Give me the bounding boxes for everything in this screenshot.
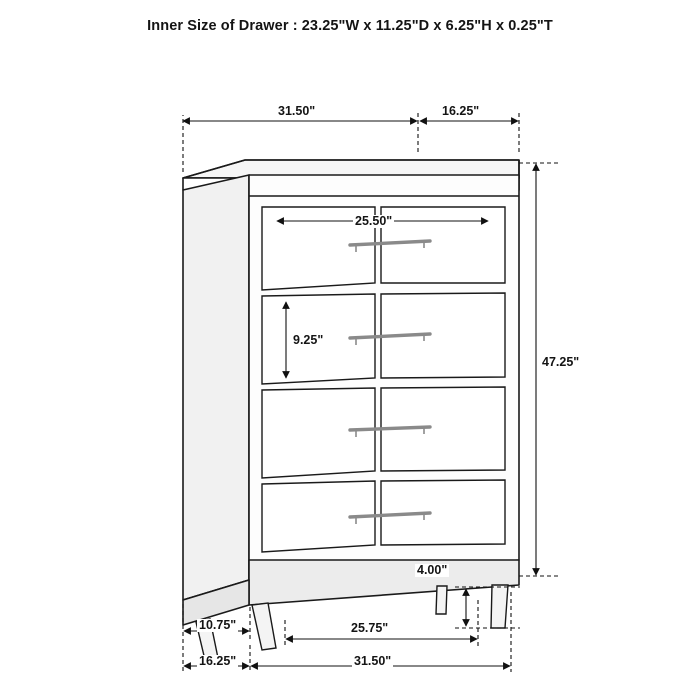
dim-total-height: 47.25": [542, 355, 580, 369]
dim-base-inner-width: 25.75": [351, 621, 389, 635]
page-title: Inner Size of Drawer : 23.25"W x 11.25"D x 6.25"H x 0.25"T: [147, 18, 553, 34]
dim-base-depth-small: 10.75": [199, 618, 237, 632]
dim-drawer-width: 25.50": [355, 214, 393, 228]
dim-leg-height: 4.00": [417, 563, 448, 577]
dim-base-depth: 16.25": [199, 654, 237, 668]
dim-top-depth: 16.25": [442, 104, 480, 118]
dim-base-width: 31.50": [354, 654, 392, 668]
dim-top-width: 31.50": [278, 104, 316, 118]
dim-drawer-height: 9.25": [293, 333, 324, 347]
